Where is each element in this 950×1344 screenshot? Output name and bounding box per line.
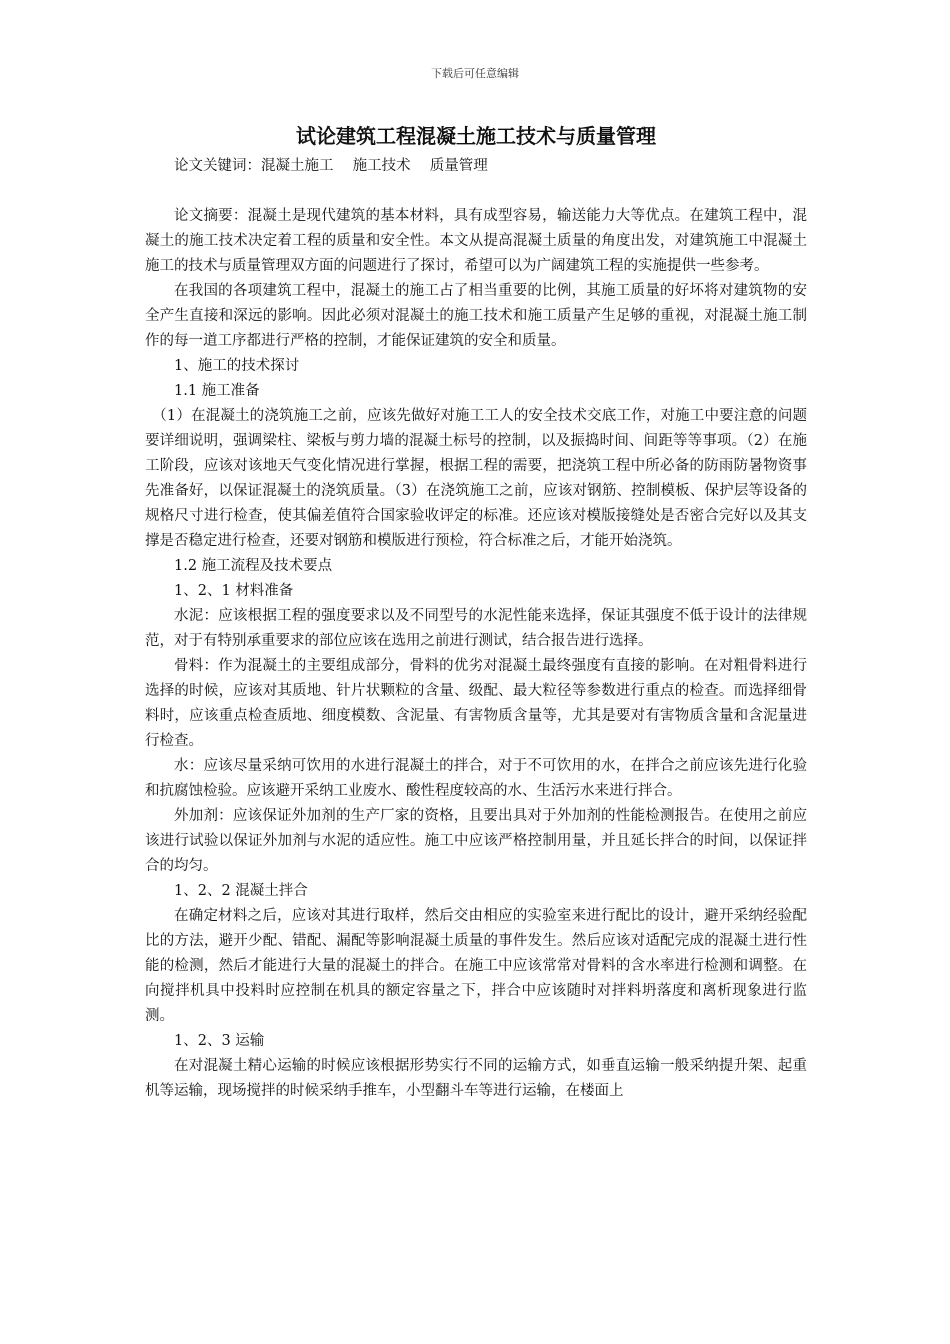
section-heading-1-1: 1.1 施工准备 (174, 383, 260, 399)
admixture-paragraph: 外加剂：应该保证外加剂的生产厂家的资格，且要出具对于外加剂的性能检测报告。在使用之前应该进行试验以保证外加剂与水泥的适应性。施工中应该严格控制用量，并且延长拌合的时间，以保证拌合的均匀。 (145, 808, 807, 874)
section-heading-1-2-1: 1、2、1 材料准备 (174, 583, 294, 599)
keywords-line: 论文关键词：混凝土施工 施工技术 质量管理 (174, 158, 488, 174)
section-heading-1-2-2: 1、2、2 混凝土拌合 (174, 883, 308, 899)
aggregate-paragraph: 骨料：作为混凝土的主要组成部分，骨料的优劣对混凝土最终强度有直接的影响。在对粗骨料进行选择的时候，应该对其质地、针片状颗粒的含量、级配、最大粒径等参数进行重点的检查。而选择细骨料时，应该重点检查质地、细度模数、含泥量、有害物质含量等，尤其是要对有害物质含量和含泥量进行检查。 (145, 658, 807, 749)
abstract-paragraph: 论文摘要：混凝土是现代建筑的基本材料，具有成型容易，输送能力大等优点。在建筑工程中，混凝土的施工技术决定着工程的质量和安全性。本文从提高混凝土质量的角度出发，对建筑施工中混凝土施工的技术与质量管理双方面的问题进行了探讨，希望可以为广阔建筑工程的实施提供一些参考。 (145, 208, 807, 274)
water-paragraph: 水：应该尽量采纳可饮用的水进行混凝土的拌合，对于不可饮用的水，在拌合之前应该先进行化验和抗腐蚀检验。应该避开采纳工业废水、酸性程度较高的水、生活污水来进行拌合。 (145, 758, 807, 799)
document-title: 试论建筑工程混凝土施工技术与质量管理 (296, 124, 656, 148)
transport-paragraph: 在对混凝土精心运输的时候应该根据形势实行不同的运输方式，如垂直运输一般采纳提升架、起重机等运输，现场搅拌的时候采纳手推车，小型翻斗车等进行运输，在楼面上 (145, 1058, 807, 1099)
preparation-paragraph: （1）在混凝土的浇筑施工之前，应该先做好对施工工人的安全技术交底工作，对施工中要注意的问题要详细说明，强调梁柱、梁板与剪力墙的混凝土标号的控制，以及振捣时间、间距等等事项。（2）在施工阶段，应该对该地天气变化情况进行掌握，根据工程的需要，把浇筑工程中所必备的防雨防暑物资事先准备好，以保证混凝土的浇筑质量。（3）在浇筑施工之前，应该对钢筋、控制模板、保护层等设备的规格尺寸进行检查，使其偏差值符合国家验收评定的标准。还应该对模版接缝处是否密合完好以及其支撑是否稳定进行检查，还要对钢筋和模版进行预检，符合标准之后，才能开始浇筑。 (145, 408, 807, 549)
cement-paragraph: 水泥：应该根据工程的强度要求以及不同型号的水泥性能来选择，保证其强度不低于设计的法律规范，对于有特别承重要求的部位应该在选用之前进行测试，结合报告进行选择。 (145, 608, 807, 649)
section-heading-1-2: 1.2 施工流程及技术要点 (174, 558, 333, 574)
intro-paragraph: 在我国的各项建筑工程中，混凝土的施工占了相当重要的比例，其施工质量的好坏将对建筑物的安全产生直接和深远的影响。因此必须对混凝土的施工技术和施工质量产生足够的重视，对混凝土施工制作的每一道工序都进行严格的控制，才能保证建筑的安全和质量。 (145, 283, 807, 349)
section-heading-1: 1、施工的技术探讨 (174, 358, 300, 374)
page-header-note: 下载后可任意编辑 (431, 67, 519, 80)
mixing-paragraph: 在确定材料之后，应该对其进行取样，然后交由相应的实验室来进行配比的设计，避开采纳经验配比的方法，避开少配、错配、漏配等影响混凝土质量的事件发生。然后应该对适配完成的混凝土进行性能的检测，然后才能进行大量的混凝土的拌合。在施工中应该常常对骨料的含水率进行检测和调整。在向搅拌机具中投料时应控制在机具的额定容量之下，拌合中应该随时对拌料坍落度和离析现象进行监测。 (145, 908, 807, 1024)
section-heading-1-2-3: 1、2、3 运输 (174, 1033, 265, 1049)
document-body (145, 118, 807, 1104)
